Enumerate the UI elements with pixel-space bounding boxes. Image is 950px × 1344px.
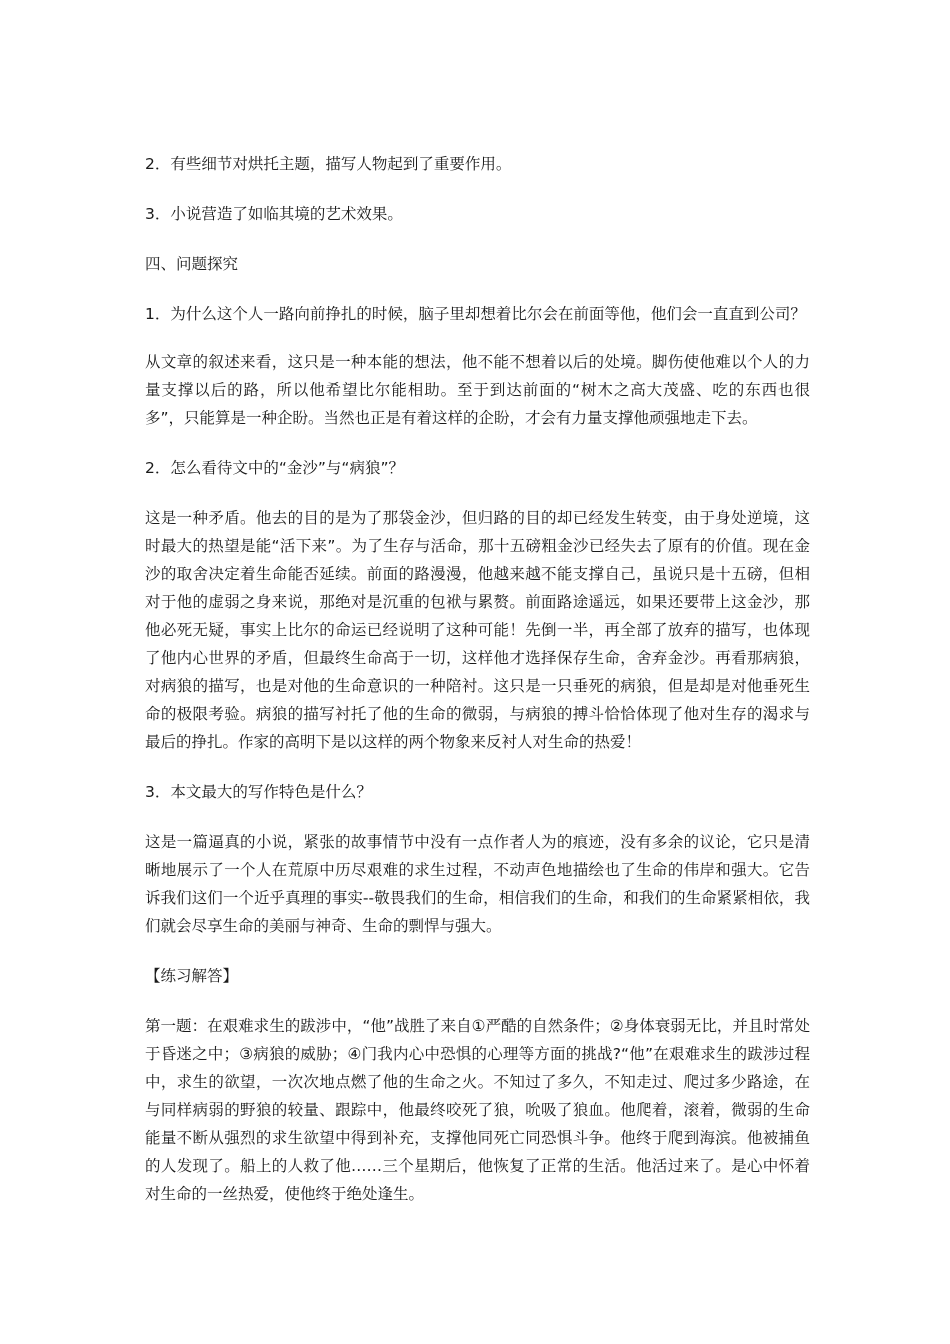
answer-1: 从文章的叙述来看，这只是一种本能的想法，他不能不想着以后的处境。脚伤使他难以个人的力量支撑以后的路，所以他希望比尔能相助。至于到达前面的“树木之高大茂盛、吃的东西也很多”，只能算是一种企盼。当然也正是有着这样的企盼，才会有力量支撑他顽强地走下去。 [145, 353, 810, 427]
document-page [145, 150, 810, 1208]
answer-2: 这是一种矛盾。他去的目的是为了那袋金沙，但归路的目的却已经发生转变，由于身处逆境，这时最大的热望是能“活下来”。为了生存与活命，那十五磅粗金沙已经失去了原有的价值。现在金沙的取舍决定着生命能否延续。前面的路漫漫，他越来越不能支撑自己，虽说只是十五磅，但相对于他的虚弱之身来说，那绝对是沉重的包袱与累赘。前面路途遥远，如果还要带上这金沙，那他必死无疑，事实上比尔的命运已经说明了这种可能！先倒一半，再全部了放弃的描写，也体现了他内心世界的矛盾，但最终生命高于一切，这样他才选择保存生命，舍弃金沙。再看那病狼，对病狼的描写，也是对他的生命意识的一种陪衬。这只是一只垂死的病狼，但是却是对他垂死生命的极限考验。病狼的描写衬托了他的生命的微弱，与病狼的搏斗恰恰体现了他对生存的渴求与最后的挣扎。作家的高明下是以这样的两个物象来反衬人对生命的热爱！ [145, 509, 810, 751]
question-2: 2．怎么看待文中的“金沙”与“病狼”？ [145, 459, 404, 477]
exercise-answer-1: 第一题：在艰难求生的跋涉中，“他”战胜了来自①严酷的自然条件；②身体衰弱无比，并且时常处于昏迷之中；③病狼的威胁；④门我内心中恐惧的心理等方面的挑战?“他”在艰难求生的跋涉过程中，求生的欲望，一次次地点燃了他的生命之火。不知过了多久，不知走过、爬过多少路途，在与同样病弱的野狼的较量、跟踪中，他最终咬死了狼，吮吸了狼血。他爬着，滚着，微弱的生命能量不断从强烈的求生欲望中得到补充，支撑他同死亡同恐惧斗争。他终于爬到海滨。他被捕鱼的人发现了。船上的人救了他……三个星期后，他恢复了正常的生活。他活过来了。是心中怀着对生命的一丝热爱，使他终于绝处逢生。 [145, 1017, 810, 1203]
question-1: 1．为什么这个人一路向前挣扎的时候，脑子里却想着比尔会在前面等他，他们会一直直到公司？ [145, 305, 806, 323]
section-heading-inquiry: 四、问题探究 [145, 255, 239, 273]
point-2-detail: 2．有些细节对烘托主题，描写人物起到了重要作用。 [145, 155, 512, 173]
answer-3: 这是一篇逼真的小说，紧张的故事情节中没有一点作者人为的痕迹，没有多余的议论，它只是清晰地展示了一个人在荒原中历尽艰难的求生过程，不动声色地描绘也了生命的伟岸和强大。它告诉我们这们一个近乎真理的事实--敬畏我们的生命，相信我们的生命，和我们的生命紧紧相依，我们就会尽享生命的美丽与神奇、生命的剽悍与强大。 [145, 833, 810, 935]
exercise-answers-heading: 【练习解答】 [145, 967, 239, 985]
point-3-effect: 3．小说营造了如临其境的艺术效果。 [145, 205, 403, 223]
question-3: 3．本文最大的写作特色是什么？ [145, 783, 372, 801]
